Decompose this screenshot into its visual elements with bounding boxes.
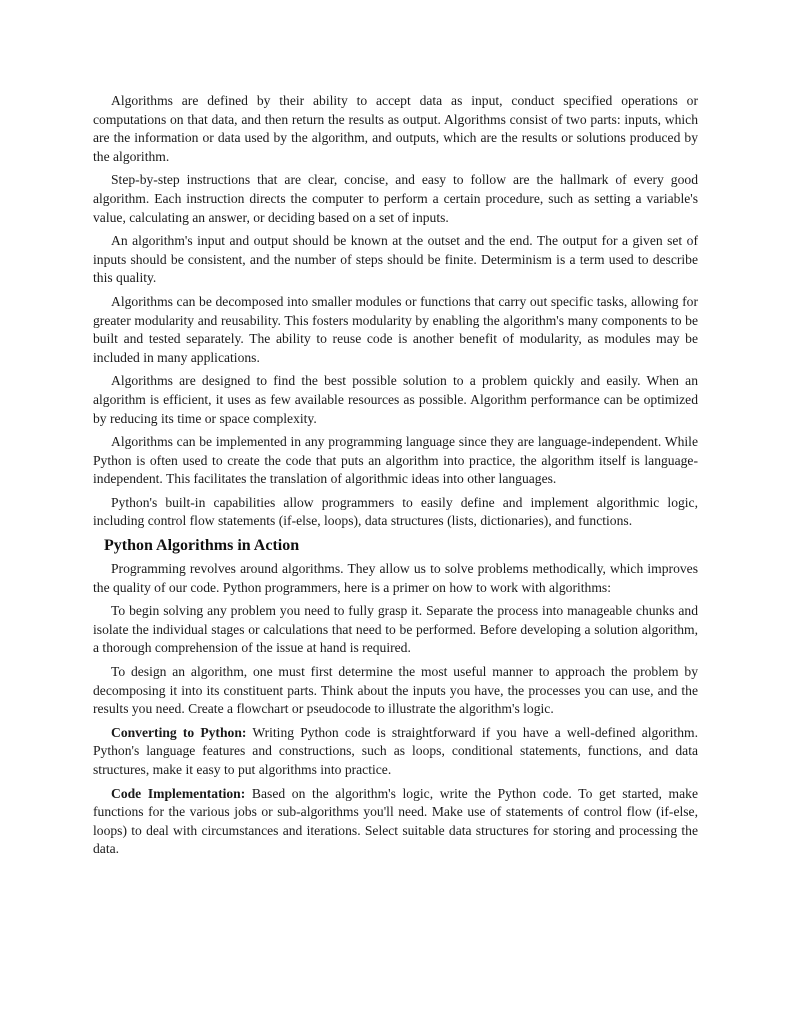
- implementation-label: Code Implementation:: [111, 785, 246, 801]
- converting-label: Converting to Python:: [111, 724, 247, 740]
- paragraph-implementation: [93, 785, 698, 859]
- section-heading: Python Algorithms in Action: [104, 537, 300, 555]
- paragraph-definition: Algorithms are defined by their ability to accept data as input, conduct specified operations or computations on that data, and then return the results as output. Algorithms consist of two parts: inputs, which are the information or data used by the algorithm, and outputs, which are the results or solutions produced by the algorithm.: [93, 93, 698, 164]
- paragraph-design-algorithm: To design an algorithm, one must first determine the most useful manner to approach the problem by decomposing it into its constituent parts. Think about the inputs you have, the processes you can use, and the results you need. Create a flowchart or pseudocode to illustrate the algorithm's logic.: [93, 664, 698, 717]
- document-page: [93, 92, 698, 864]
- paragraph-programming-intro: Programming revolves around algorithms. They allow us to solve problems methodically, which improves the quality of our code. Python programmers, here is a primer on how to work with algorithms:: [93, 561, 698, 595]
- paragraph-language-independence: Algorithms can be implemented in any programming language since they are language-independent. While Python is often used to create the code that puts an algorithm into practice, the algorithm itself is language-independent. This facilitates the translation of algorithmic ideas into other languages.: [93, 434, 698, 487]
- paragraph-understand-problem: To begin solving any problem you need to fully grasp it. Separate the process into manageable chunks and isolate the individual stages or calculations that need to be performed. Before developing a solution algorithm, a thorough comprehension of the issue at hand is required.: [93, 603, 698, 656]
- paragraph-efficiency: Algorithms are designed to find the best possible solution to a problem quickly and easily. When an algorithm is efficient, it uses as few available resources as possible. Algorithm performance can be optimized by reducing its time or space complexity.: [93, 373, 698, 426]
- converting-text: Writing Python code is straightforward if you have a well-defined algorithm. Python's language features and constructions, such as loops, conditional statements, functions, and data structures, make it easy to put algorithms into practice.: [93, 724, 698, 777]
- paragraph-determinism: An algorithm's input and output should be known at the outset and the end. The output for a given set of inputs should be consistent, and the number of steps should be finite. Determinism is a term used to describe this quality.: [93, 233, 698, 286]
- implementation-text: Based on the algorithm's logic, write the Python code. To get started, make functions for the various jobs or sub-algorithms you'll need. Make use of statements of control flow (if-else, loops) to deal with circumstances and iterations. Select suitable data structures for storing and processing the data.: [93, 785, 698, 857]
- paragraph-converting: [93, 724, 698, 780]
- paragraph-python-capabilities: Python's built-in capabilities allow programmers to easily define and implement algorithmic logic, including control flow statements (if-else, loops), data structures (lists, dictionaries), and functions.: [93, 494, 698, 529]
- paragraph-step-by-step: Step-by-step instructions that are clear, concise, and easy to follow are the hallmark of every good algorithm. Each instruction directs the computer to perform a certain procedure, such as setting a variable's value, calculating an answer, or deciding based on a set of inputs.: [93, 172, 698, 225]
- paragraph-modularity: Algorithms can be decomposed into smaller modules or functions that carry out specific tasks, allowing for greater modularity and reusability. This fosters modularity by enabling the algorithm's many components to be built and tested separately. The ability to reuse code is another benefit of modularity, as modules may be included in many applications.: [93, 293, 698, 365]
